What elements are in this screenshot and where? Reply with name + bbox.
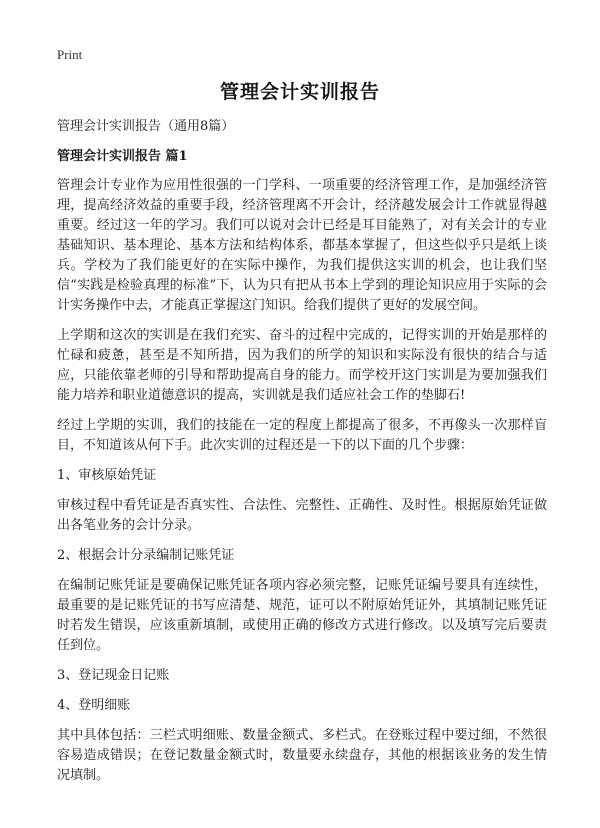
step-heading-3: 3、登记现金日记账 bbox=[57, 668, 170, 683]
step-heading-4: 4、登明细账 bbox=[57, 698, 131, 713]
document-body bbox=[57, 117, 547, 796]
print-link[interactable]: Print bbox=[57, 47, 83, 62]
page-title: 管理会计实训报告 bbox=[219, 81, 380, 103]
section-heading: 管理会计实训报告 篇1 bbox=[57, 149, 188, 164]
document-subtitle: 管理会计实训报告（通用8篇） bbox=[57, 119, 235, 134]
paragraph-step-4: 其中具体包括：三栏式明细账、数量金额式、多栏式。在登账过程中要过细，不然很容易造成错误；在登记数量金额式时，数量要永续盘存，其他的根据该业务的发生情况填制。 bbox=[57, 728, 547, 783]
paragraph-steps-intro: 经过上学期的实训，我们的技能在一定的程度上都提高了很多，不再像头一次那样盲目，不知道该从何下手。此次实训的过程还是一下的以下面的几个步骤： bbox=[57, 418, 547, 453]
paragraph-step-1: 审核过程中看凭证是否真实性、合法性、完整性、正确性、及时性。根据原始凭证做出各笔业务的会计分录。 bbox=[57, 498, 547, 533]
step-heading-2: 2、根据会计分录编制记账凭证 bbox=[57, 548, 235, 563]
paragraph-intro: 管理会计专业作为应用性很强的一门学科、一项重要的经济管理工作，是加强经济管理，提高经济效益的重要手段，经济管理离不开会计，经济越发展会计工作就显得越重要。经过这一年的学习。我们可以说对会计已经是耳目能熟了，对有关会计的专业基础知识、基本理论、基本方法和结构体系，都基本掌握了，但这些似乎只是纸上谈兵。学校为了我们能更好的在实际中操作，为我们提供这实训的机会，也让我们坚信“实践是检验真理的标准”下，认为只有把从书本上学到的理论知识应用于实际的会计实务操作中去，才能真正掌握这门知识。给我们提供了更好的发展空间。 bbox=[57, 178, 547, 313]
paragraph-step-2: 在编制记账凭证是要确保记账凭证各项内容必须完整，记账凭证编号要具有连续性，最重要的是记账凭证的书写应清楚、规范，证可以不附原始凭证外，其填制记账凭证时若发生错误，应该重新填制，或使用正确的修改方式进行修改。以及填写完后要责任到位。 bbox=[57, 578, 547, 653]
paragraph-semester: 上学期和这次的实训是在我们充实、奋斗的过程中完成的，记得实训的开始是那样的忙碌和疲惫，甚至是不知所措，因为我们的所学的知识和实际没有很快的结合与适应，只能依靠老师的引导和帮助提高自身的能力。而学校开这门实训是为要加强我们能力培养和职业道德意识的提高，实训就是我们适应社会工作的垫脚石! bbox=[57, 328, 547, 403]
step-heading-1: 1、审核原始凭证 bbox=[57, 468, 157, 483]
